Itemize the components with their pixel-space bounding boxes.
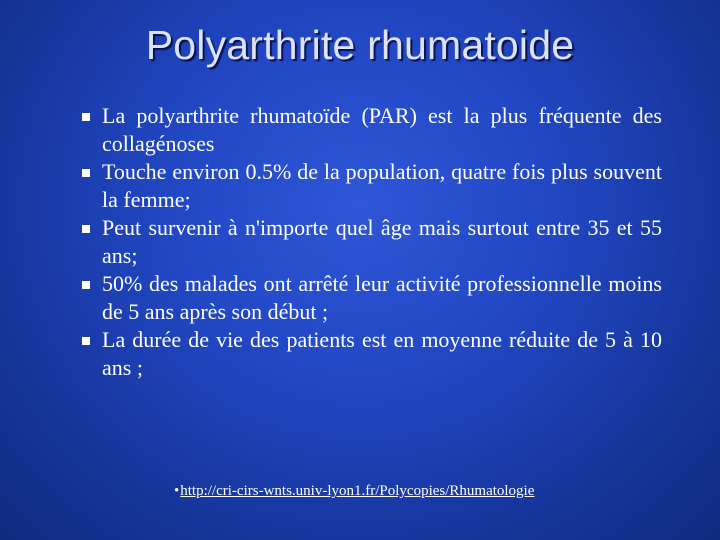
bullet-item — [92, 158, 662, 214]
slide-title: Polyarthrite rhumatoide — [145, 22, 575, 68]
bullet-list — [92, 102, 662, 382]
bullet-item — [92, 326, 662, 382]
source-reference — [174, 483, 534, 500]
bullet-text: Peut survenir à n'importe quel âge mais surtout entre 35 et 55 ans; — [102, 215, 662, 268]
bullet-text: Touche environ 0.5% de la population, quatre fois plus souvent la femme; — [102, 159, 662, 212]
bullet-text: La durée de vie des patients est en moyenne réduite de 5 à 10 ans ; — [102, 327, 662, 380]
square-bullet-icon — [82, 169, 90, 177]
square-bullet-icon — [82, 337, 90, 345]
bullet-item — [92, 270, 662, 326]
bullet-text: La polyarthrite rhumatoïde (PAR) est la plus fréquente des collagénoses — [102, 103, 662, 156]
square-bullet-icon — [82, 113, 90, 121]
bullet-item — [92, 102, 662, 158]
bullet-item — [92, 214, 662, 270]
square-bullet-icon — [82, 225, 90, 233]
source-bullet: • — [174, 483, 180, 499]
bullet-text: 50% des malades ont arrêté leur activité professionnelle moins de 5 ans après son début ; — [102, 271, 662, 324]
square-bullet-icon — [82, 281, 90, 289]
source-link[interactable]: http://cri-cirs-wnts.univ-lyon1.fr/Polycopies/Rhumatologie — [180, 483, 535, 499]
